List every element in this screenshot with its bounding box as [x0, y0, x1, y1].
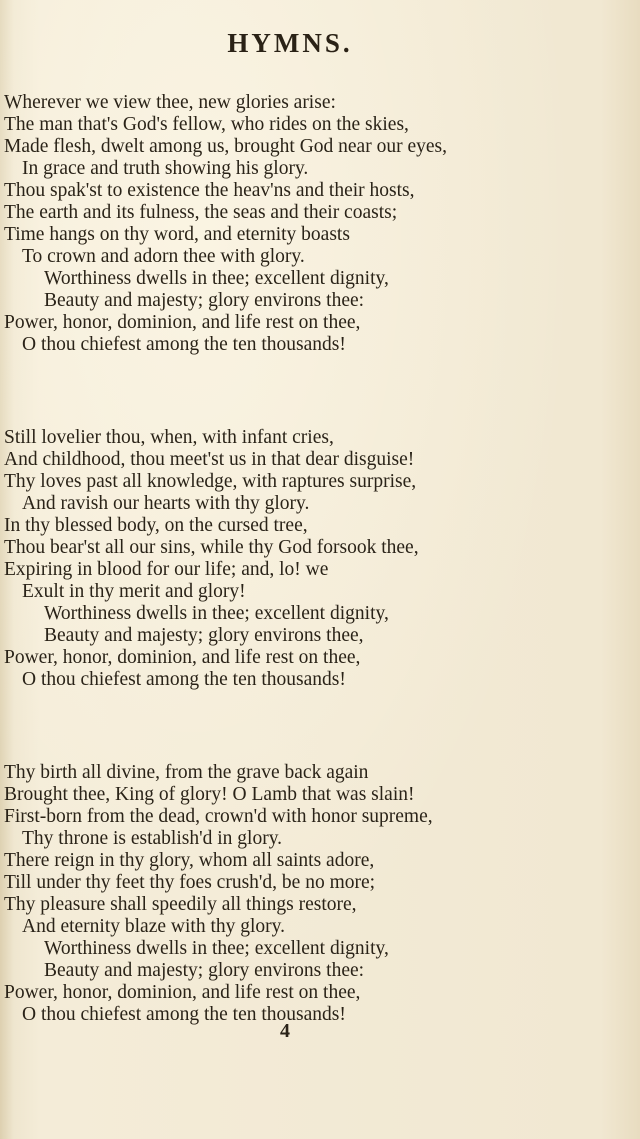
stanza-line: Exult in thy merit and glory!: [22, 581, 246, 602]
stanza-line: Worthiness dwells in thee; excellent dignity,: [44, 268, 389, 289]
stanza-line: Thy throne is establish'd in glory.: [22, 828, 283, 849]
stanza-line: First-born from the dead, crown'd with honor supreme,: [4, 806, 433, 827]
stanza-line: Thou spak'st to existence the heav'ns and their hosts,: [4, 180, 415, 201]
page-number: 4: [280, 1020, 290, 1042]
stanza-line: Till under thy feet thy foes crush'd, be no more;: [4, 872, 376, 893]
stanza-line: O thou chiefest among the ten thousands!: [22, 1004, 346, 1025]
stanza-line: The man that's God's fellow, who rides on the skies,: [4, 114, 409, 135]
stanza-line: And childhood, thou meet'st us in that dear disguise!: [4, 449, 415, 470]
stanza-line: To crown and adorn thee with glory.: [22, 246, 305, 267]
stanza-line: Thy pleasure shall speedily all things restore,: [4, 894, 357, 915]
stanza-line: Made flesh, dwelt among us, brought God near our eyes,: [4, 136, 447, 157]
page-title: HYMNS.: [227, 28, 353, 58]
stanza-line: And eternity blaze with thy glory.: [22, 916, 286, 937]
stanza-line: Thy loves past all knowledge, with raptures surprise,: [4, 471, 417, 492]
stanza-line: Time hangs on thy word, and eternity boasts: [4, 224, 350, 245]
stanza-line: Power, honor, dominion, and life rest on thee,: [4, 647, 361, 668]
stanza-line: And ravish our hearts with thy glory.: [22, 493, 310, 514]
stanza-line: O thou chiefest among the ten thousands!: [22, 669, 346, 690]
stanza-line: Worthiness dwells in thee; excellent dignity,: [44, 603, 389, 624]
stanza-line: In grace and truth showing his glory.: [22, 158, 309, 179]
stanza-line: Power, honor, dominion, and life rest on thee,: [4, 312, 361, 333]
stanza-line: The earth and its fulness, the seas and their coasts;: [4, 202, 398, 223]
stanza-line: Beauty and majesty; glory environs thee:: [44, 960, 365, 981]
stanza-line: O thou chiefest among the ten thousands!: [22, 334, 346, 355]
stanza-line: Power, honor, dominion, and life rest on thee,: [4, 982, 361, 1003]
stanza-line: Wherever we view thee, new glories arise:: [4, 92, 336, 113]
stanza-line: Still lovelier thou, when, with infant cries,: [4, 427, 334, 448]
stanza-line: Thy birth all divine, from the grave back again: [4, 762, 369, 783]
stanza-line: Beauty and majesty; glory environs thee,: [44, 625, 364, 646]
stanza-line: There reign in thy glory, whom all saints adore,: [4, 850, 375, 871]
stanza-line: In thy blessed body, on the cursed tree,: [4, 515, 308, 536]
stanza-line: Expiring in blood for our life; and, lo! we: [4, 559, 329, 580]
stanza-line: Brought thee, King of glory! O Lamb that was slain!: [4, 784, 415, 805]
stanza-line: Beauty and majesty; glory environs thee:: [44, 290, 365, 311]
stanza-line: Worthiness dwells in thee; excellent dignity,: [44, 938, 389, 959]
stanza-line: Thou bear'st all our sins, while thy God forsook thee,: [4, 537, 419, 558]
